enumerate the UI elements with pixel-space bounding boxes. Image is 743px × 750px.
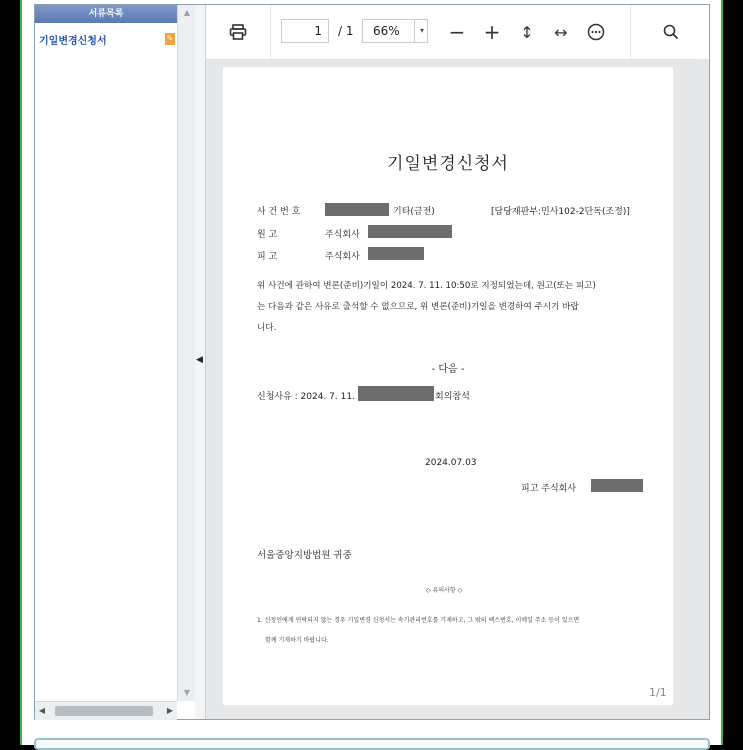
- notice-line: 함께 기재하기 바랍니다.: [265, 637, 329, 644]
- fit-width-button[interactable]: ↔: [554, 22, 568, 42]
- redacted-plaintiff-name: [368, 225, 452, 238]
- edit-badge-icon[interactable]: ✎: [166, 34, 174, 43]
- notice-line: 1. 신청인에게 연락되지 않는 경우 기일변경 신청서는 속기관리번호를 기재하고, 그 밖의 팩스번호, 이메일 주소 등이 있으면: [257, 617, 580, 624]
- list-vertical-scrollbar[interactable]: [177, 5, 196, 701]
- horizontal-scroll-thumb[interactable]: [55, 706, 153, 716]
- search-button[interactable]: [654, 5, 688, 59]
- scroll-up-arrow-icon[interactable]: ▲: [183, 8, 191, 17]
- case-type: 기타(금전): [393, 207, 435, 217]
- document-list-header: 서류목록: [35, 5, 177, 23]
- signer-label: 피고 주식회사: [521, 484, 577, 494]
- document-title: 기일변경신청서: [387, 154, 509, 174]
- search-icon: [663, 24, 679, 40]
- redacted-signer-name: [591, 479, 643, 492]
- plaintiff-value: 주식회사: [325, 230, 360, 240]
- department-label: [담당재판부:민사102-2단독(조정)]: [491, 207, 630, 217]
- print-icon: [229, 24, 247, 40]
- notice-heading: ◇ 유의사항 ◇: [426, 587, 463, 594]
- page-number-footer: 1/1: [649, 686, 667, 699]
- pdf-page: [223, 67, 673, 705]
- panel-splitter[interactable]: [195, 5, 206, 719]
- scroll-right-arrow-icon[interactable]: ▶: [166, 706, 174, 715]
- redacted-case-number: [325, 203, 389, 216]
- viewer-scrollbar[interactable]: [697, 59, 709, 719]
- body-line: 는 다음과 같은 사유로 출석할 수 없으므로, 위 변론(준비)기일을 변경하여 주시기 바랍: [257, 302, 579, 312]
- toolbar-separator: [630, 5, 631, 59]
- zoom-in-button[interactable]: +: [483, 20, 501, 44]
- viewer-container: [34, 4, 710, 720]
- court-label: 서울중앙지방법원 귀중: [257, 550, 352, 561]
- pdf-viewer: [206, 5, 709, 719]
- collapse-arrow-icon[interactable]: ◀: [196, 355, 203, 365]
- toolbar-separator: [270, 5, 271, 59]
- section-heading: - 다음 -: [431, 364, 465, 375]
- pdf-toolbar: [206, 5, 709, 60]
- body-line: 위 사건에 관하여 변론(준비)기일이 2024. 7. 11. 10:50로 지정되었는데, 원고(또는 피고): [257, 281, 596, 291]
- more-options-icon: [587, 23, 605, 41]
- page-total-label: / 1: [338, 24, 354, 38]
- case-number-label: 사 건 번 호: [257, 207, 301, 217]
- bottom-panel: [34, 738, 710, 750]
- more-options-button[interactable]: [581, 5, 611, 59]
- defendant-label: 피 고: [257, 252, 278, 262]
- document-date: 2024.07.03: [425, 458, 477, 468]
- document-list-panel: [35, 5, 196, 719]
- fit-height-button[interactable]: ↕: [520, 22, 534, 42]
- zoom-select[interactable]: 66%: [362, 19, 428, 43]
- plaintiff-label: 원 고: [257, 230, 278, 240]
- reason-suffix: 회의참석: [435, 392, 470, 402]
- defendant-value: 주식회사: [325, 252, 360, 262]
- reason-label: 신청사유 : 2024. 7. 11.: [257, 392, 355, 402]
- zoom-out-button[interactable]: −: [448, 20, 466, 44]
- list-horizontal-scrollbar[interactable]: [35, 701, 177, 720]
- page-number-input[interactable]: 1: [281, 19, 329, 43]
- redacted-defendant-name: [368, 247, 424, 260]
- chevron-down-icon[interactable]: ▾: [414, 19, 429, 43]
- scroll-left-arrow-icon[interactable]: ◀: [38, 706, 46, 715]
- document-list-item[interactable]: 기일변경신청서: [39, 36, 107, 47]
- body-line: 니다.: [257, 323, 277, 333]
- app-frame: [20, 0, 723, 745]
- redacted-reason: [358, 386, 434, 401]
- scroll-down-arrow-icon[interactable]: ▼: [183, 688, 191, 697]
- print-button[interactable]: [216, 5, 260, 59]
